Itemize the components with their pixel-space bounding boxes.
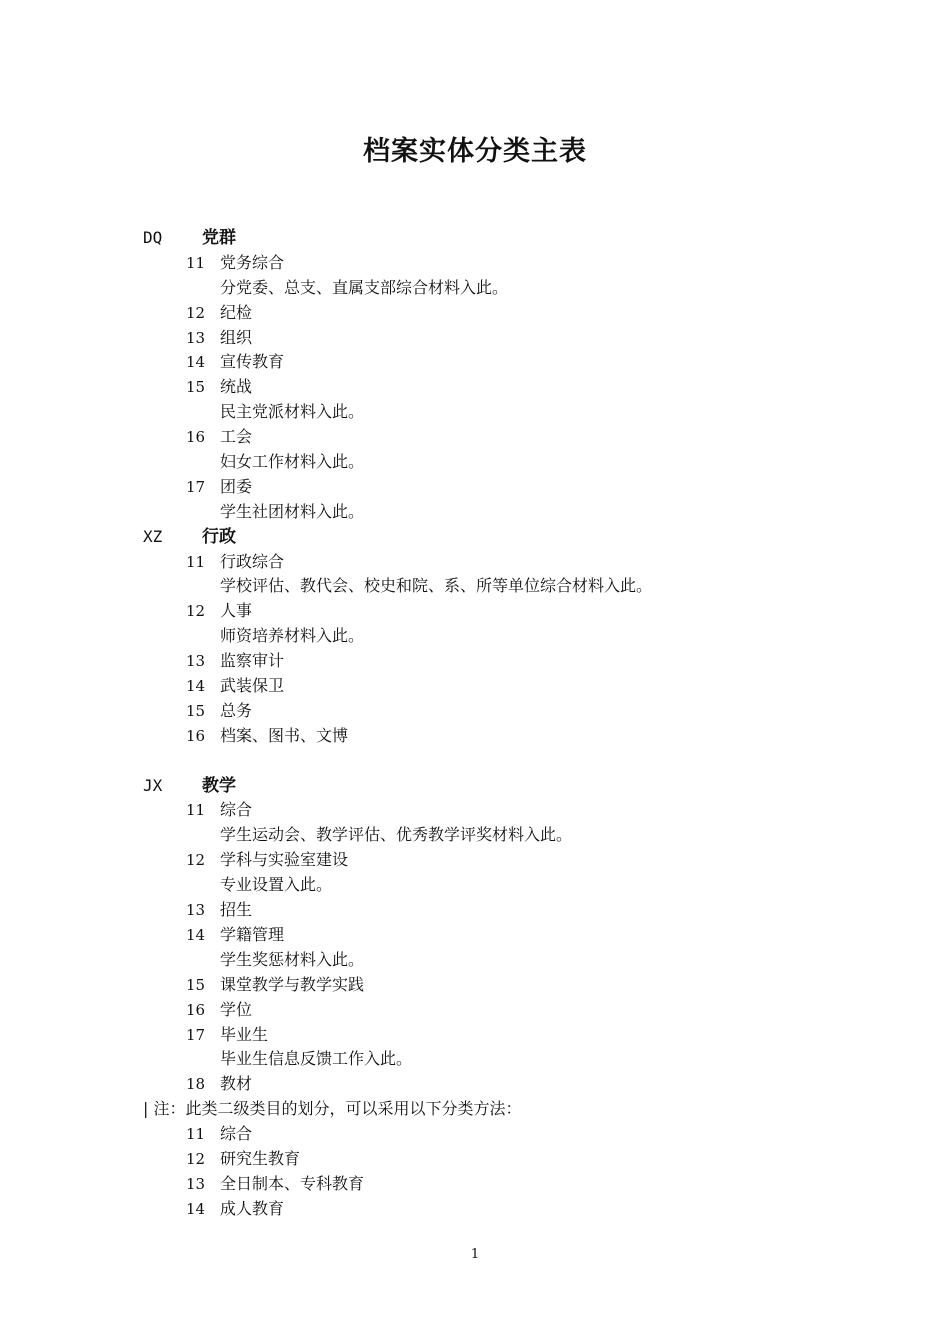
item-number: 14: [186, 677, 206, 696]
item-number: 12: [186, 602, 206, 621]
item-number: 17: [186, 477, 206, 496]
item-number: 13: [186, 901, 206, 920]
list-item: [0, 326, 950, 351]
item-name: 学科与实验室建设: [220, 850, 349, 870]
item-note: [0, 1047, 950, 1072]
item-number: 12: [186, 851, 206, 870]
item-name: 研究生教育: [220, 1148, 301, 1168]
item-name: 总务: [220, 700, 253, 720]
item-number: 16: [186, 1000, 206, 1019]
page-number: 1: [470, 1247, 480, 1262]
item-name: 统战: [220, 377, 253, 397]
item-number: 13: [186, 328, 206, 347]
item-name: 团委: [220, 476, 253, 496]
item-number: 11: [186, 253, 206, 272]
item-number: 15: [186, 975, 206, 994]
list-item: [0, 724, 950, 749]
category-name: 行政: [202, 526, 236, 547]
item-number: 12: [186, 1149, 206, 1168]
list-item: [0, 674, 950, 699]
note-text: 专业设置入此。: [220, 875, 333, 895]
page-title: 档案实体分类主表: [363, 136, 587, 167]
item-number: 11: [186, 801, 206, 820]
spacer: [0, 749, 950, 774]
item-number: 17: [186, 1025, 206, 1044]
item-note: [0, 400, 950, 425]
item-note: [0, 276, 950, 301]
list-item: [0, 898, 950, 923]
item-name: 纪检: [220, 302, 253, 322]
item-number: 15: [186, 378, 206, 397]
item-number: 18: [186, 1075, 206, 1094]
item-name: 人事: [220, 601, 253, 621]
item-number: 13: [186, 652, 206, 671]
item-note: [0, 823, 950, 848]
item-number: 16: [186, 428, 206, 447]
item-name: 档案、图书、文博: [220, 725, 349, 745]
list-item: [0, 1172, 950, 1197]
list-item: [0, 251, 950, 276]
item-note: [0, 624, 950, 649]
list-item: [0, 699, 950, 724]
list-item: [0, 998, 950, 1023]
note-text: 师资培养材料入此。: [220, 626, 365, 646]
note-text: 妇女工作材料入此。: [220, 452, 365, 472]
list-item: [0, 301, 950, 326]
category-heading: [0, 774, 950, 799]
list-item: [0, 923, 950, 948]
item-name: 综合: [220, 1124, 253, 1144]
item-note: [0, 574, 950, 599]
note-text: 分党委、总支、直属支部综合材料入此。: [220, 277, 509, 297]
item-name: 课堂教学与教学实践: [220, 974, 365, 994]
list-item: [0, 350, 950, 375]
list-item: [0, 550, 950, 575]
category-code: JX: [143, 775, 163, 795]
item-note: [0, 873, 950, 898]
item-name: 成人教育: [220, 1198, 285, 1218]
category-name: 教学: [202, 775, 236, 796]
category-code: XZ: [143, 526, 163, 546]
item-number: 16: [186, 726, 206, 745]
item-name: 教材: [220, 1074, 253, 1094]
item-name: 学籍管理: [220, 924, 285, 944]
note-text: 学生奖惩材料入此。: [220, 949, 365, 969]
list-item: [0, 848, 950, 873]
item-name: 招生: [220, 900, 253, 920]
item-name: 组织: [220, 327, 253, 347]
list-item: [0, 1122, 950, 1147]
item-number: 15: [186, 701, 206, 720]
classification-list: [0, 226, 950, 1222]
side-note: [0, 1097, 950, 1122]
item-name: 综合: [220, 800, 253, 820]
category-name: 党群: [202, 228, 236, 248]
item-number: 11: [186, 552, 206, 571]
list-item: [0, 1023, 950, 1048]
item-name: 监察审计: [220, 651, 285, 671]
list-item: [0, 649, 950, 674]
item-number: 13: [186, 1174, 206, 1193]
note-text: 学生运动会、教学评估、优秀教学评奖材料入此。: [220, 825, 573, 845]
item-name: 毕业生: [220, 1024, 269, 1044]
item-note: [0, 948, 950, 973]
item-note: [0, 450, 950, 475]
item-name: 行政综合: [220, 551, 285, 571]
note-text: 民主党派材料入此。: [220, 402, 365, 422]
item-name: 宣传教育: [220, 352, 285, 372]
list-item: [0, 375, 950, 400]
item-number: 14: [186, 1199, 206, 1218]
side-note-text: | 注：此类二级类目的划分，可以采用以下分类方法：: [143, 1099, 522, 1119]
list-item: [0, 798, 950, 823]
category-code: DQ: [143, 228, 163, 247]
list-item: [0, 1197, 950, 1222]
item-name: 学位: [220, 999, 253, 1019]
item-note: [0, 500, 950, 525]
note-text: 毕业生信息反馈工作入此。: [220, 1049, 413, 1069]
note-text: 学校评估、教代会、校史和院、系、所等单位综合材料入此。: [220, 576, 653, 596]
list-item: [0, 973, 950, 998]
list-item: [0, 475, 950, 500]
note-text: 学生社团材料入此。: [220, 501, 365, 521]
item-number: 11: [186, 1125, 206, 1144]
item-name: 武装保卫: [220, 676, 285, 696]
list-item: [0, 425, 950, 450]
list-item: [0, 1072, 950, 1097]
item-number: 14: [186, 353, 206, 372]
item-name: 党务综合: [220, 252, 285, 272]
item-number: 14: [186, 925, 206, 944]
item-name: 全日制本、专科教育: [220, 1173, 365, 1193]
item-name: 工会: [220, 427, 253, 447]
category-heading: [0, 226, 950, 251]
category-heading: [0, 525, 950, 550]
item-number: 12: [186, 303, 206, 322]
list-item: [0, 599, 950, 624]
list-item: [0, 1147, 950, 1172]
